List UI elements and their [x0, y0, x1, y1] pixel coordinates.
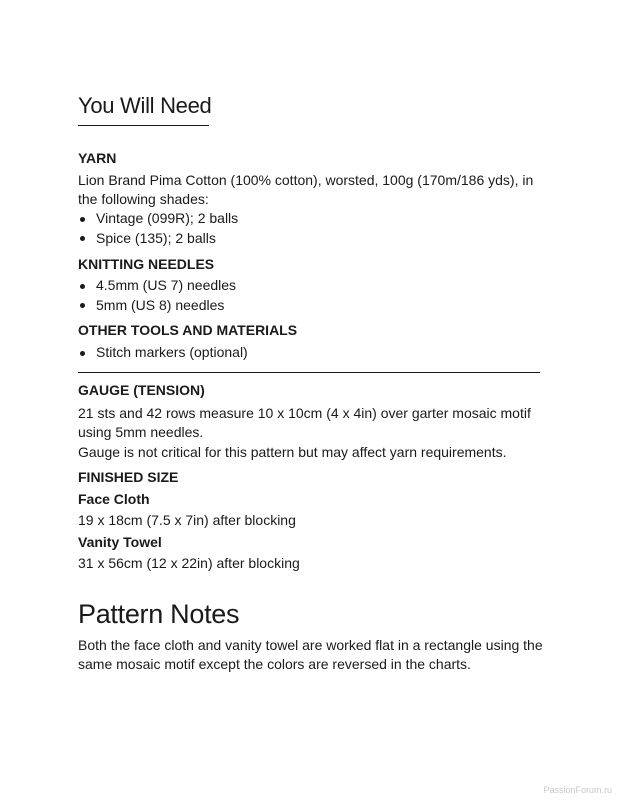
- yarn-heading: YARN: [78, 150, 117, 166]
- yarn-description: Lion Brand Pima Cotton (100% cotton), worsted, 100g (170m/186 yds), in the following shades:: [78, 172, 534, 207]
- yarn-shades-list: [78, 209, 238, 248]
- needles-list: [78, 276, 236, 315]
- bullet-icon: [80, 284, 85, 289]
- other-tools-heading: OTHER TOOLS AND MATERIALS: [78, 322, 298, 338]
- gauge-heading: GAUGE (TENSION): [78, 382, 205, 398]
- list-item: Spice (135); 2 balls: [78, 229, 238, 249]
- watermark: PassionForum.ru: [543, 785, 612, 795]
- bullet-icon: [80, 351, 85, 356]
- section-divider: [78, 372, 540, 373]
- pattern-notes-text: Both the face cloth and vanity towel are worked flat in a rectangle using the same mosaic motif except the colors are reversed in the charts.: [78, 637, 543, 672]
- section-title-you-will-need: You Will Need: [78, 93, 212, 118]
- list-item: 4.5mm (US 7) needles: [78, 276, 236, 296]
- gauge-note: Gauge is not critical for this pattern but may affect yarn requirements.: [78, 444, 507, 460]
- needles-heading: KNITTING NEEDLES: [78, 256, 215, 272]
- other-tools-list: [78, 343, 248, 363]
- finished-size-heading: FINISHED SIZE: [78, 469, 179, 485]
- title-underline: [78, 125, 209, 126]
- section-title-pattern-notes: Pattern Notes: [78, 599, 240, 629]
- face-cloth-size: 19 x 18cm (7.5 x 7in) after blocking: [78, 512, 296, 528]
- vanity-towel-size: 31 x 56cm (12 x 22in) after blocking: [78, 555, 300, 571]
- bullet-icon: [80, 236, 85, 241]
- list-item: 5mm (US 8) needles: [78, 296, 236, 316]
- bullet-icon: [80, 217, 85, 222]
- bullet-icon: [80, 303, 85, 308]
- gauge-text: 21 sts and 42 rows measure 10 x 10cm (4 x 4in) over garter mosaic motif using 5mm needles.: [78, 405, 531, 440]
- list-item: Vintage (099R); 2 balls: [78, 209, 238, 229]
- vanity-towel-label: Vanity Towel: [78, 534, 162, 550]
- list-item: Stitch markers (optional): [78, 343, 248, 363]
- face-cloth-label: Face Cloth: [78, 491, 150, 507]
